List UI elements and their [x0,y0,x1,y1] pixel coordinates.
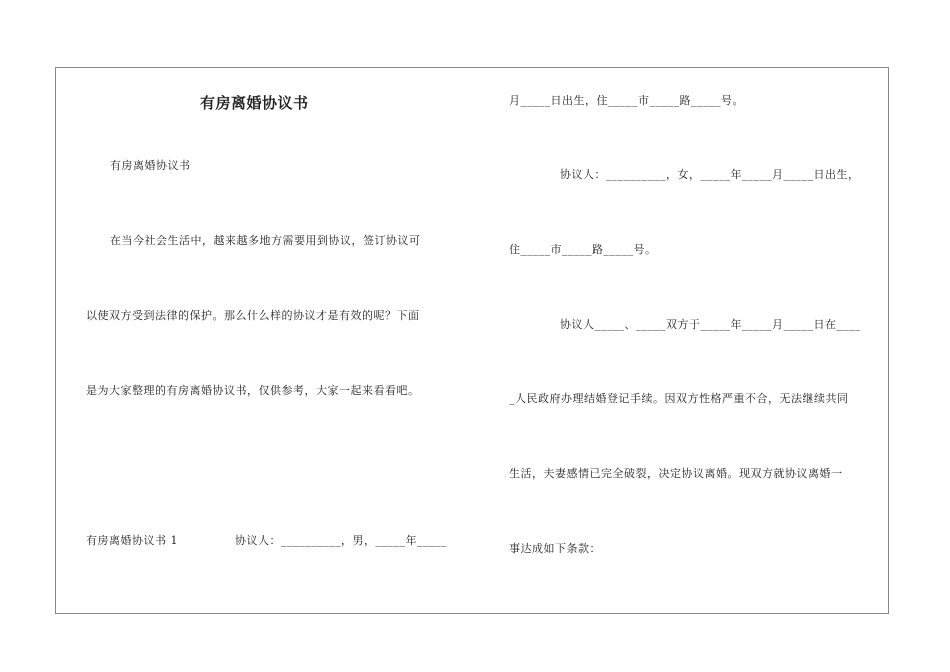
section-heading: 有房离婚协议书 1 [86,534,178,547]
marriage-line-1: 协议人_____、_____双方于_____年_____月_____日在____ [560,318,861,331]
party1-continuation: 月_____日出生，住_____市_____路_____号。 [509,94,744,107]
party1-line: 协议人：__________，男，_____年_____ [235,534,447,547]
intro-line-1: 在当今社会生活中，越来越多地方需要用到协议，签订协议可 [110,234,421,247]
party2-line: 协议人：__________，女，_____年_____月_____日出生， [560,168,860,181]
document-page [55,67,889,614]
intro-line-3: 是为大家整理的有房离婚协议书，仅供参考，大家一起来看看吧。 [86,384,420,397]
document-title: 有房离婚协议书 [200,94,309,112]
party2-continuation: 住_____市_____路_____号。 [509,243,657,256]
subtitle: 有房离婚协议书 [110,159,191,172]
marriage-line-2: _人民政府办理结婚登记手续。因双方性格严重不合，无法继续共同 [509,392,849,405]
intro-line-2: 以使双方受到法律的保护。那么什么样的协议才是有效的呢？下面 [86,309,420,322]
marriage-line-3: 生活，夫妻感情已完全破裂，决定协议离婚。现双方就协议离婚一 [509,467,843,480]
marriage-line-4: 事达成如下条款： [509,542,601,555]
